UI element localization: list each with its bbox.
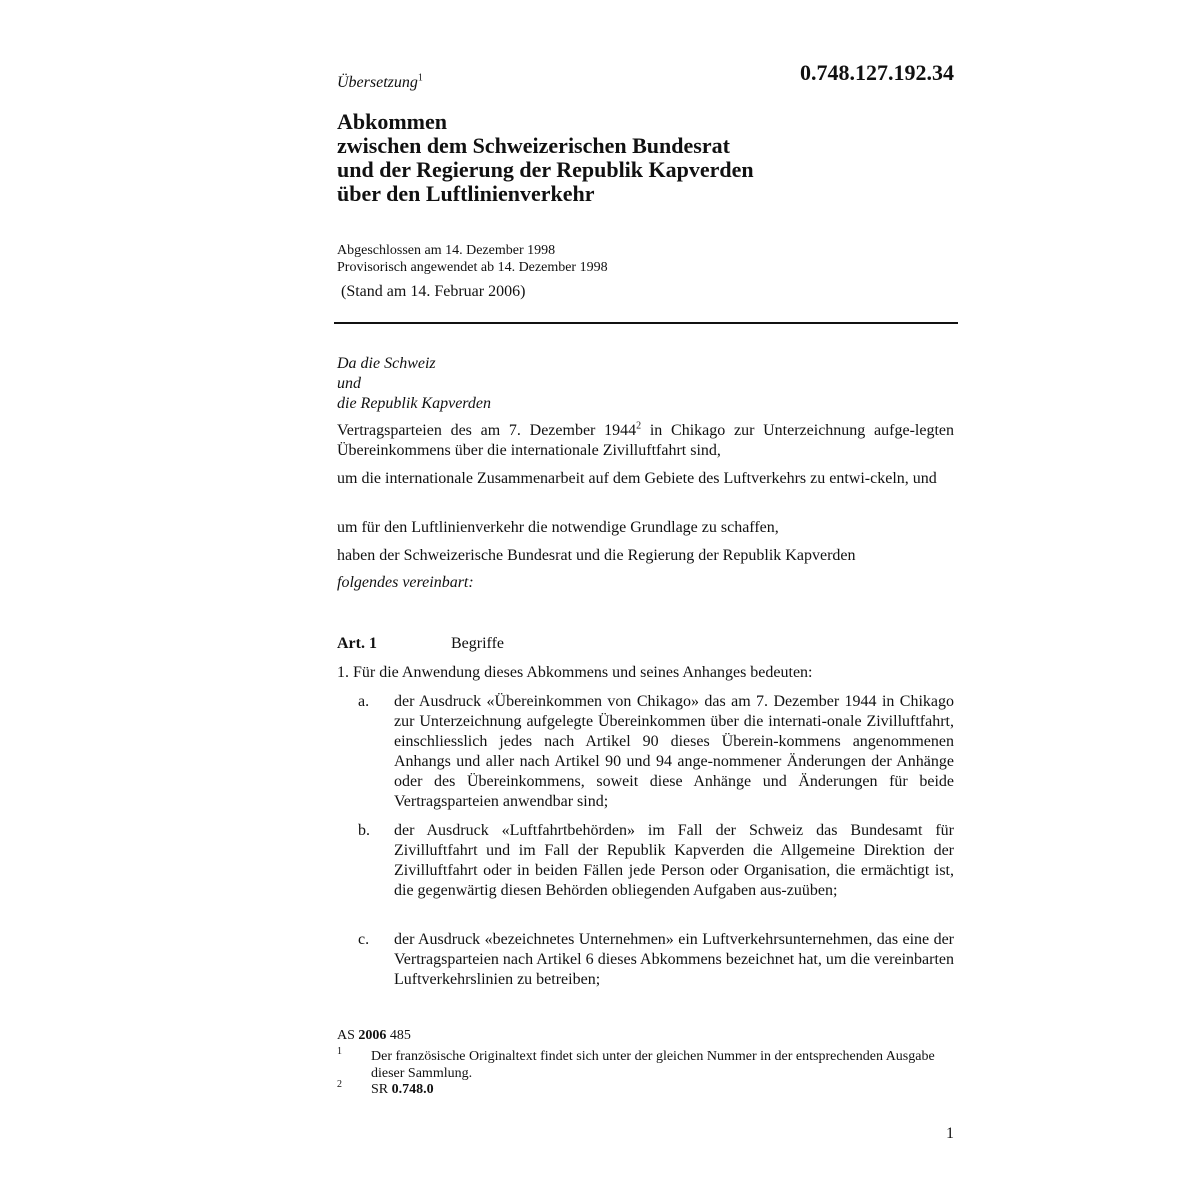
item-c-text: der Ausdruck «bezeichnetes Unternehmen» ein Luftverkehrsunternehmen, das eine der Vertragsparteien nach Artikel 6 dieses Abkommens bezeichnet hat, um die vereinbarten Luftverkehrslinien zu betreiben; bbox=[394, 931, 954, 988]
article-title: Begriffe bbox=[451, 635, 505, 652]
party-2: die Republik Kapverden bbox=[337, 395, 492, 412]
sr-number: 0.748.127.192.34 bbox=[800, 60, 954, 85]
footnote-ref-1[interactable]: 1 bbox=[417, 72, 423, 84]
item-b-text: der Ausdruck «Luftfahrtbehörden» im Fall der Schweiz das Bundesamt für Zivilluftfahrt und im Fall der Republik Kapverden die Allgemeine Direktion der Zivilluftfahrt oder in beiden Fällen jede Person oder Organisation, die ermächtigt ist, die gegenwärtig diesen Behörden obliegenden Aufgaben aus-zuüben; bbox=[394, 822, 954, 899]
article-intro: 1. Für die Anwendung dieses Abkommens und seines Anhanges bedeuten: bbox=[337, 664, 813, 681]
document-title bbox=[337, 110, 754, 206]
translation-label-text: Übersetzung bbox=[337, 74, 418, 91]
item-a-mark: a. bbox=[358, 693, 370, 710]
title-line-2: zwischen dem Schweizerischen Bundesrat bbox=[337, 133, 730, 158]
as-page: 485 bbox=[386, 1028, 411, 1043]
preamble-paragraph-3: um für den Luftlinienverkehr die notwendige Grundlage zu schaffen, bbox=[337, 519, 779, 536]
item-c-mark: c. bbox=[358, 931, 370, 948]
footnote-1-text: Der französische Originaltext findet sich unter der gleichen Nummer in der entsprechenden Ausgabe dieser Sammlung. bbox=[371, 1049, 935, 1081]
item-b-mark: b. bbox=[358, 822, 370, 839]
provisional-date: Provisorisch angewendet ab 14. Dezember 1998 bbox=[337, 260, 608, 275]
footnote-2-sr-link[interactable]: 0.748.0 bbox=[391, 1082, 434, 1097]
article-number: Art. 1 bbox=[337, 635, 377, 652]
title-line-1: Abkommen bbox=[337, 109, 448, 134]
preamble-paragraph-5: folgendes vereinbart: bbox=[337, 574, 474, 591]
footnote-ref-2[interactable]: 2 bbox=[636, 420, 642, 432]
header-divider bbox=[334, 322, 958, 324]
document-meta bbox=[337, 242, 608, 276]
as-prefix: AS bbox=[337, 1028, 359, 1043]
preamble-p1-text-a: Vertragsparteien des am 7. Dezember 1944 bbox=[337, 422, 637, 439]
footnote-2-prefix: SR bbox=[371, 1082, 392, 1097]
footnote-1-number: 1 bbox=[337, 1046, 342, 1057]
title-line-3: und der Regierung der Republik Kapverden bbox=[337, 157, 754, 182]
article-heading bbox=[337, 635, 504, 653]
item-a-text: der Ausdruck «Übereinkommen von Chikago» das am 7. Dezember 1944 in Chikago zur Unterzeichnung aufgelegte Übereinkommen über die internati-onale Zivilluftfahrt, einschliesslich jedes nach Artikel 90 dieses Überein-kommens angenommenen Anhangs und aller nach Artikel 90 und 94 ange-nommener Änderungen der Anhänge oder des Übereinkommens, soweit diese Anhänge und Änderungen für beide Vertragsparteien anwendbar sind; bbox=[394, 693, 954, 810]
title-line-4: über den Luftlinienverkehr bbox=[337, 181, 595, 206]
preamble-p1-text-b: in Chikago zur Unterzeichnung aufge-legten Übereinkommens über die internationale Zivilluftfahrt sind, bbox=[337, 422, 954, 459]
preamble-paragraph-4: haben der Schweizerische Bundesrat und die Regierung der Republik Kapverden bbox=[337, 547, 856, 564]
footnote-2-number: 2 bbox=[337, 1079, 342, 1090]
as-reference bbox=[337, 1028, 411, 1044]
preamble-parties bbox=[337, 354, 491, 414]
party-and: und bbox=[337, 375, 361, 392]
preamble-paragraph-1 bbox=[337, 421, 954, 461]
translation-label bbox=[337, 74, 423, 92]
party-1: Da die Schweiz bbox=[337, 355, 436, 372]
page-number: 1 bbox=[946, 1125, 954, 1142]
preamble-paragraph-2: um die internationale Zusammenarbeit auf dem Gebiete des Luftverkehrs zu entwi-ckeln, und bbox=[337, 470, 937, 487]
footnote-2-text bbox=[371, 1081, 955, 1098]
status-date: (Stand am 14. Februar 2006) bbox=[341, 283, 526, 300]
concluded-date: Abgeschlossen am 14. Dezember 1998 bbox=[337, 243, 556, 258]
as-year: 2006 bbox=[358, 1028, 387, 1043]
